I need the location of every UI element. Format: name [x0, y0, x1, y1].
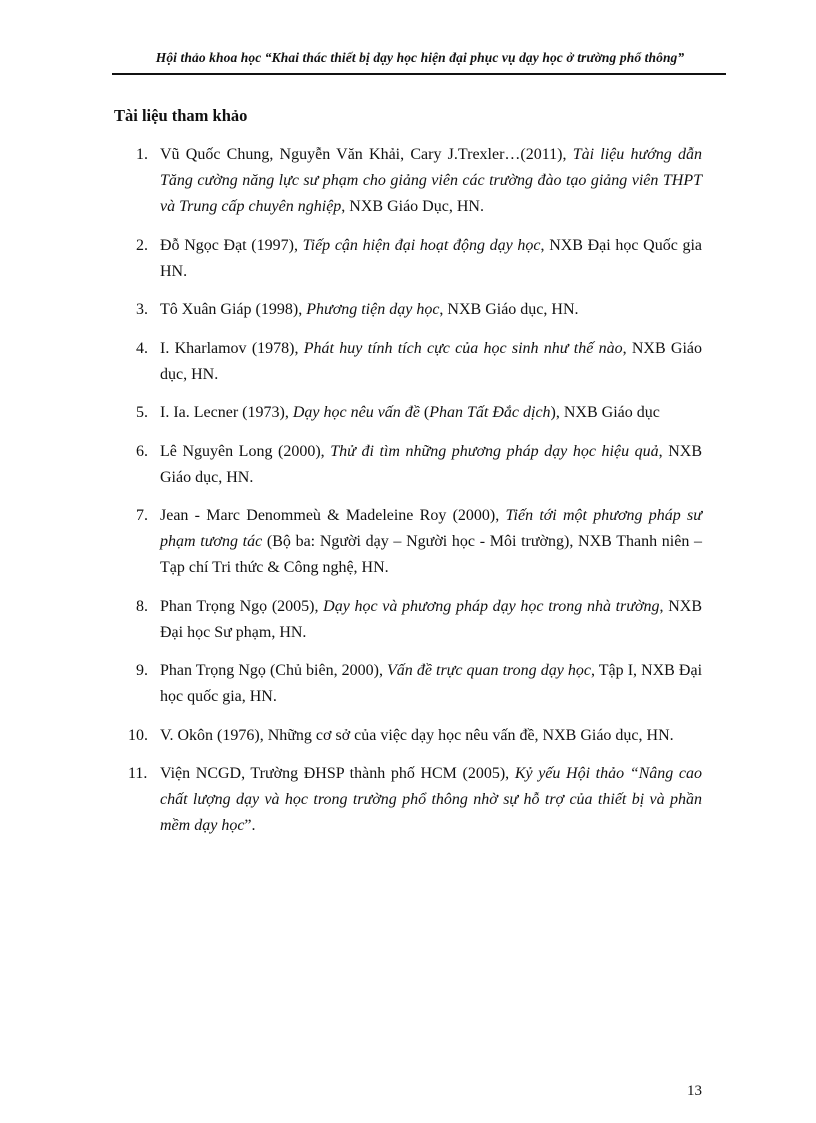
reference-publisher: ”. [244, 817, 256, 834]
reference-paren-open: ( [419, 404, 430, 421]
reference-number: 2. [136, 236, 148, 254]
reference-publisher: ), NXB Giáo dục [550, 404, 660, 421]
reference-title: Tiếp cận hiện đại hoạt động dạy học [302, 236, 541, 254]
reference-publisher: (Bộ ba: Người dạy – Người học - Môi trường), NXB Thanh niên – Tạp chí Tri thức & Công nghệ, HN. [160, 533, 703, 576]
reference-authors: Jean - Marc Denommeù & Madeleine Roy (2000), [160, 507, 506, 524]
reference-item [114, 400, 702, 426]
reference-number: 4. [136, 339, 148, 357]
reference-item [114, 761, 702, 839]
reference-item [114, 723, 702, 749]
reference-authors: Viện NCGD, Trường ĐHSP thành phố HCM (2005), [160, 765, 515, 782]
reference-title: Phương tiện dạy học [306, 301, 440, 318]
reference-number: 8. [136, 597, 148, 615]
reference-authors: Tô Xuân Giáp (1998), [160, 301, 307, 318]
reference-translator: Phan Tất Đắc dịch [429, 404, 551, 421]
reference-number: 5. [136, 404, 148, 421]
reference-title: Kỷ yếu Hội thảo “Nâng cao chất lượng dạy và học trong trường phổ thông nhờ sự hỗ trợ của thiết bị và phần mềm dạy học [160, 765, 703, 834]
reference-authors: Vũ Quốc Chung, Nguyễn Văn Khải, Cary J.Trexler…(2011), [160, 146, 573, 163]
reference-publisher: , NXB Đại học Sư phạm, HN. [160, 597, 702, 641]
reference-number: 1. [136, 146, 148, 163]
reference-title: Dạy học và phương pháp dạy học trong nhà trường [323, 597, 660, 615]
reference-title: Thử đi tìm những phương pháp dạy học hiệu quả [330, 442, 659, 460]
reference-title: Vấn đề trực quan trong dạy học [387, 662, 591, 679]
reference-number: 6. [136, 442, 148, 460]
page-number: 13 [687, 1083, 702, 1099]
reference-publisher: , NXB Giáo dục, HN. [439, 301, 579, 318]
reference-publisher: , NXB Giáo dục, HN. [160, 442, 702, 486]
reference-item [114, 439, 702, 491]
reference-title: Tài liệu hướng dẫn Tăng cường năng lực sư phạm cho giảng viên các trường đào tạo giảng viên THPT và Trung cấp chuyên nghiệp [160, 146, 702, 215]
reference-authors: Phan Trọng Ngọ (2005), [160, 597, 324, 615]
reference-item [114, 658, 702, 710]
reference-number: 7. [136, 507, 148, 524]
reference-item [114, 142, 702, 220]
reference-item [114, 594, 702, 646]
header-rule [112, 73, 726, 75]
reference-number: 9. [136, 662, 148, 679]
reference-item [114, 503, 702, 581]
reference-authors: Đỗ Ngọc Đạt (1997), [160, 236, 303, 254]
running-header: Hội thảo khoa học “Khai thác thiết bị dạy học hiện đại phục vụ dạy học ở trường phổ thông” [155, 50, 685, 65]
reference-text: V. Okôn (1976), Những cơ sở của việc dạy học nêu vấn đề, NXB Giáo dục, HN. [160, 726, 674, 744]
reference-title: Tiến tới một phương pháp sư phạm tương tác [160, 507, 702, 550]
reference-item [114, 233, 702, 285]
reference-authors: I. Ia. Lecner (1973), [160, 404, 293, 421]
reference-number: 10. [128, 726, 148, 744]
reference-number: 3. [136, 301, 148, 318]
reference-item [114, 297, 702, 323]
reference-authors: Lê Nguyên Long (2000), [160, 442, 331, 460]
reference-publisher: , Tập I, NXB Đại học quốc gia, HN. [160, 662, 703, 705]
reference-list [114, 142, 702, 852]
reference-item [114, 336, 702, 388]
reference-authors: I. Kharlamov (1978), [160, 339, 304, 357]
reference-publisher: , NXB Giáo dục, HN. [160, 339, 702, 383]
reference-authors: Phan Trọng Ngọ (Chủ biên, 2000), [160, 662, 388, 679]
reference-publisher: , NXB Giáo Dục, HN. [341, 198, 484, 215]
reference-title: Dạy học nêu vấn đề [292, 404, 420, 421]
reference-number: 11. [128, 765, 148, 782]
reference-publisher: , NXB Đại học Quốc gia HN. [160, 236, 703, 280]
section-title: Tài liệu tham khảo [114, 106, 248, 125]
reference-title: Phát huy tính tích cực của học sinh như thế nào [303, 339, 623, 357]
